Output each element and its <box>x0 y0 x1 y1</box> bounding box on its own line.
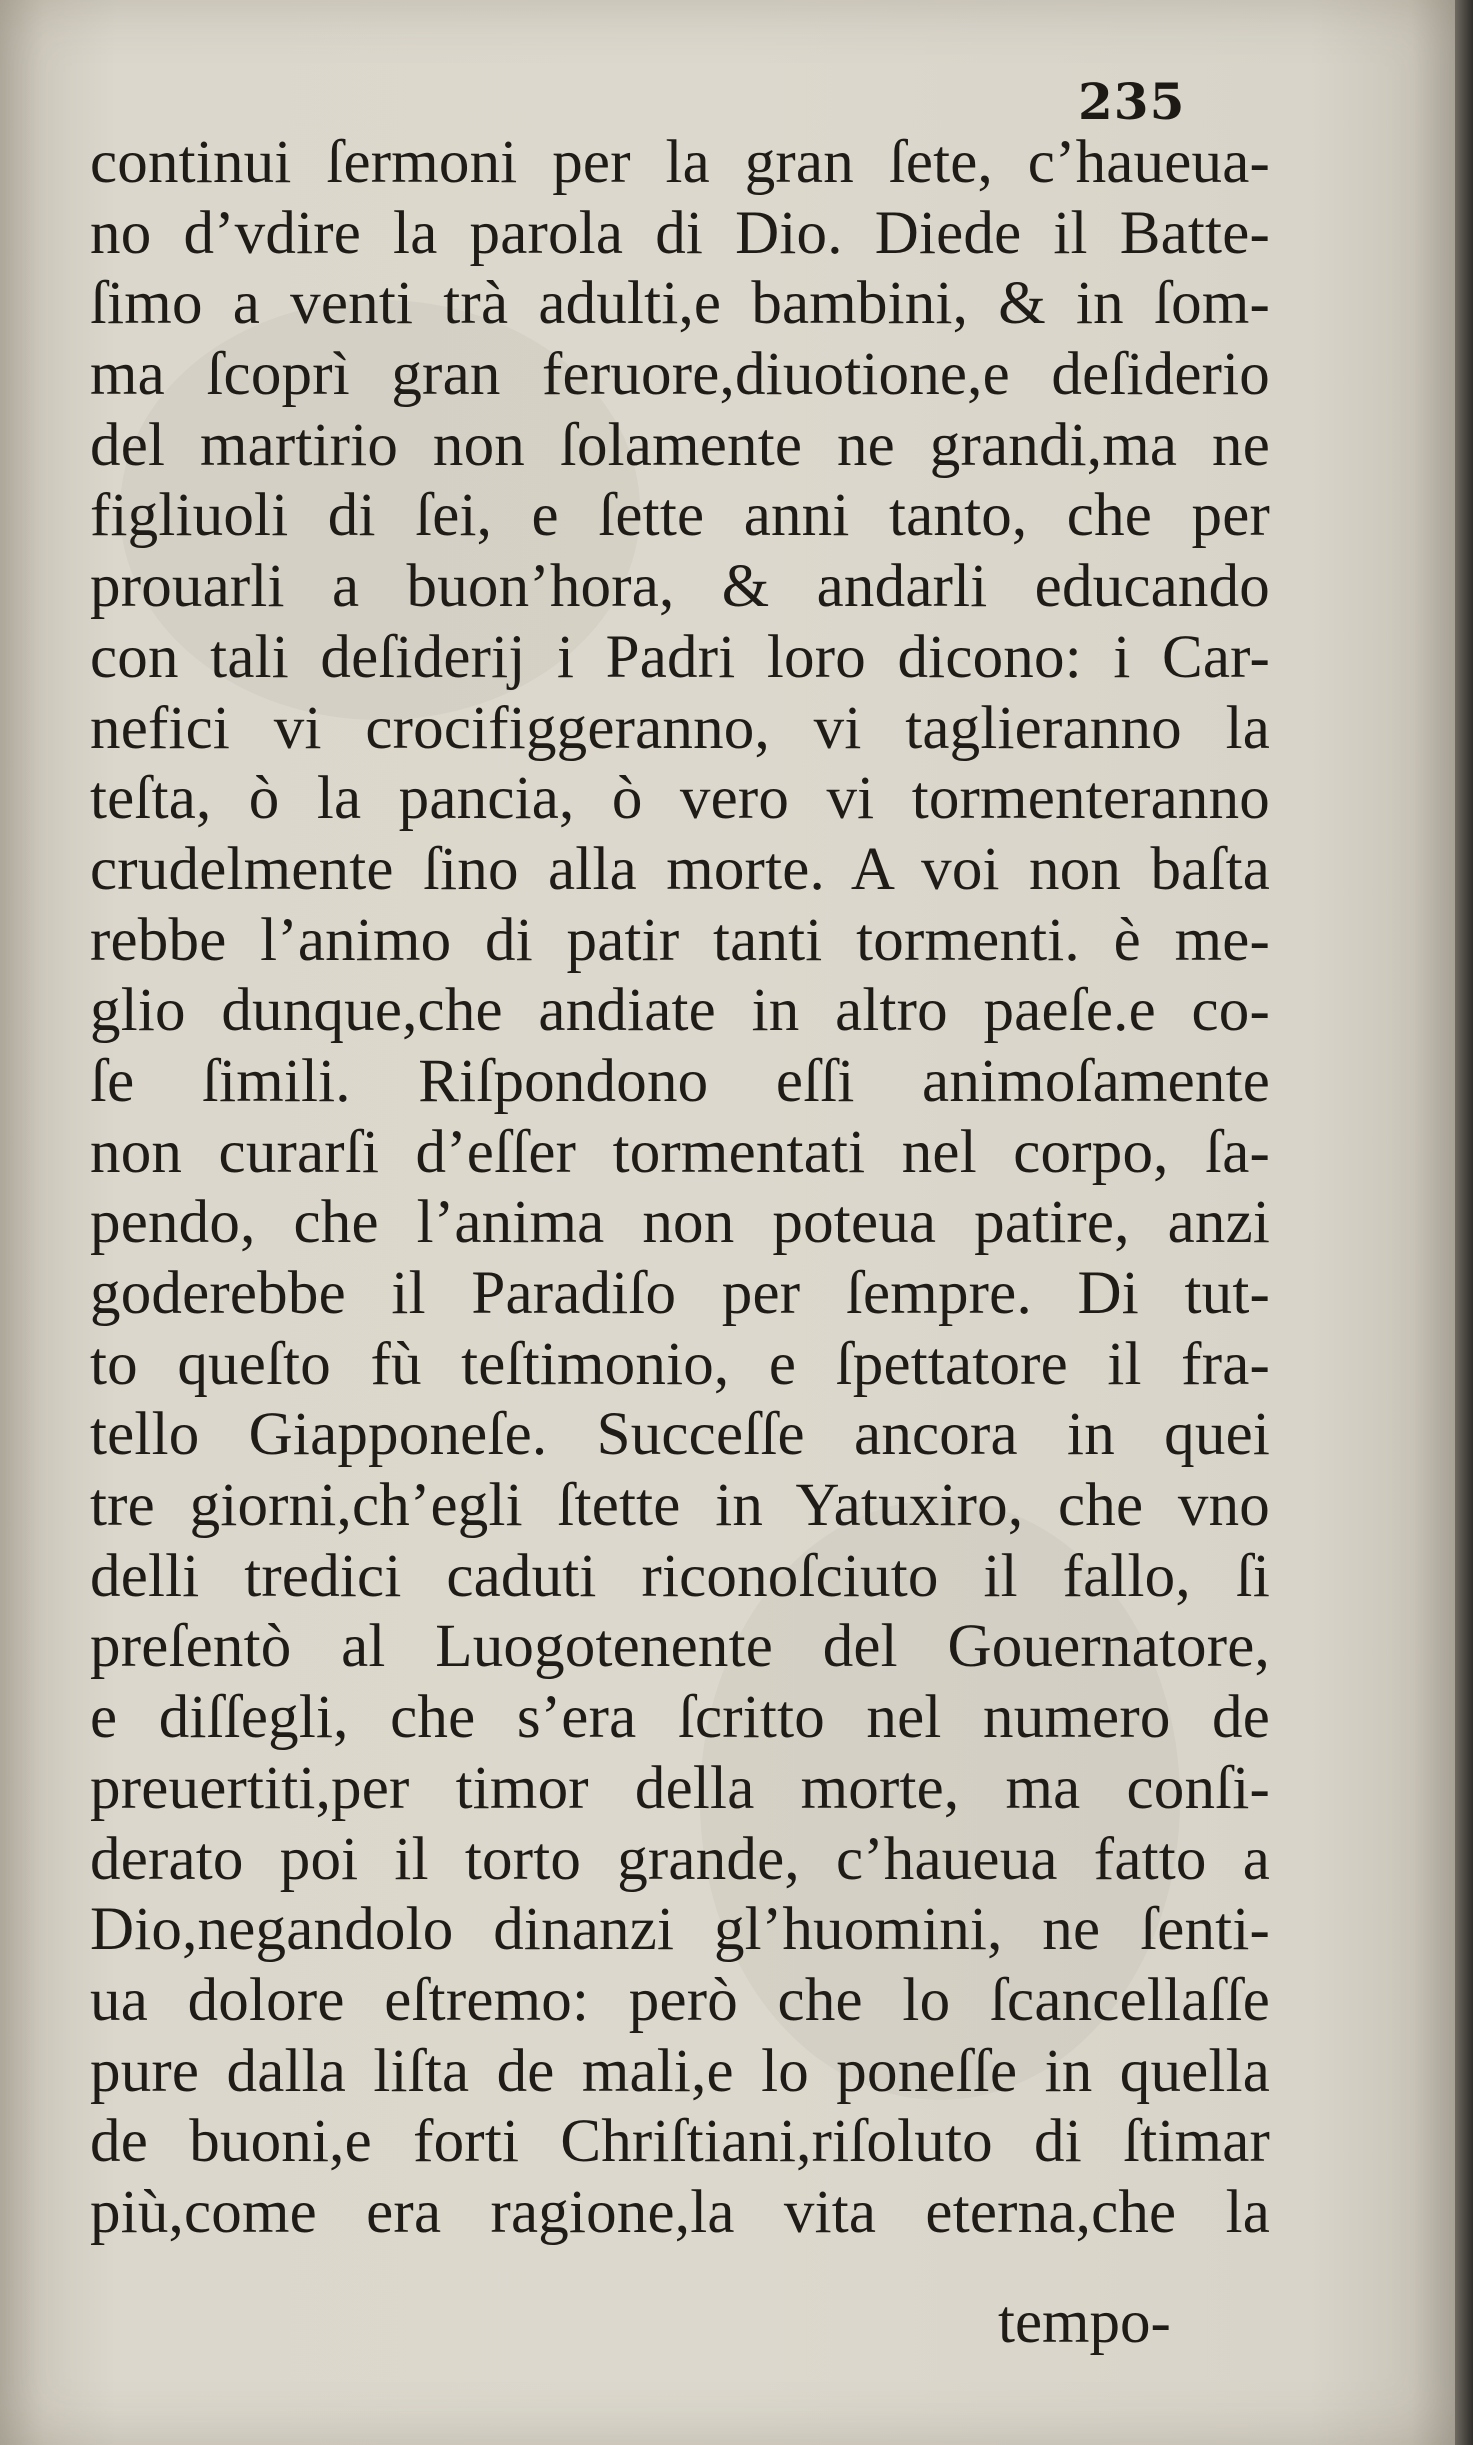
text-line: glio dunque,che andiate in altro paeſe.e co- <box>90 977 1270 1045</box>
text-line: con tali deſiderij i Padri loro dicono: i Car- <box>90 623 1270 691</box>
text-line: nefici vi crocifiggeranno, vi taglieranno la <box>90 694 1270 762</box>
catchword: tempo- <box>998 2289 1171 2356</box>
text-line: figliuoli di ſei, e ſette anni tanto, che per <box>90 482 1270 550</box>
text-line: tello Giapponeſe. Succeſſe ancora in quei <box>90 1401 1270 1469</box>
text-line: continui ſermoni per la gran ſete, c’haueua- <box>90 129 1270 196</box>
text-line: derato poi il torto grande, c’haueua fatto a <box>90 1825 1270 1893</box>
text-line: ma ſcoprì gran feruore,diuotione,e deſiderio <box>90 341 1270 409</box>
text-line: no d’vdire la parola di Dio. Diede il Batte- <box>90 199 1270 267</box>
text-line: ſe ſimili. Riſpondono eſſi animoſamente <box>90 1047 1270 1115</box>
text-line: e diſſegli, che s’era ſcritto nel numero de <box>90 1684 1270 1752</box>
text-line: pendo, che l’anima non poteua patire, anzi <box>90 1189 1270 1257</box>
text-line: to queſto fù teſtimonio, e ſpettatore il fra- <box>90 1330 1270 1398</box>
text-line: de buoni,e forti Chriſtiani,riſoluto di ſtimar <box>90 2108 1270 2176</box>
text-line: ſimo a venti trà adulti,e bambini, & in ſom- <box>90 270 1270 338</box>
text-line: delli tredici caduti riconoſciuto il fallo, ſi <box>90 1542 1270 1610</box>
text-line: pure dalla liſta de mali,e lo poneſſe in quella <box>90 2037 1270 2105</box>
text-line: più,come era ragione,la vita eterna,che la <box>90 2178 1270 2246</box>
text-line: non curarſi d’eſſer tormentati nel corpo, ſa- <box>90 1118 1270 1186</box>
text-line: preuertiti,per timor della morte, ma conſi- <box>90 1754 1270 1822</box>
text-line: Dio,negandolo dinanzi gl’huomini, ne ſenti- <box>90 1896 1270 1964</box>
text-line: teſta, ò la pancia, ò vero vi tormenteranno <box>90 765 1270 833</box>
text-line: prouarli a buon’hora, & andarli educando <box>90 553 1270 621</box>
text-line: crudelmente ſino alla morte. A voi non baſta <box>90 835 1270 903</box>
text-line: rebbe l’animo di patir tanti tormenti. è me- <box>90 906 1270 974</box>
text-line: del martirio non ſolamente ne grandi,ma ne <box>90 411 1270 479</box>
page-number: 235 <box>1078 72 1186 131</box>
text-line: tre giorni,ch’egli ſtette in Yatuxiro, che vno <box>90 1472 1270 1540</box>
book-edge <box>1455 0 1473 2445</box>
text-line: ua dolore eſtremo: però che lo ſcancellaſſe <box>90 1966 1270 2034</box>
text-line: goderebbe il Paradiſo per ſempre. Di tut- <box>90 1260 1270 1327</box>
body-text <box>90 128 1270 2249</box>
text-line: preſentò al Luogotenente del Gouernatore, <box>90 1613 1270 1681</box>
